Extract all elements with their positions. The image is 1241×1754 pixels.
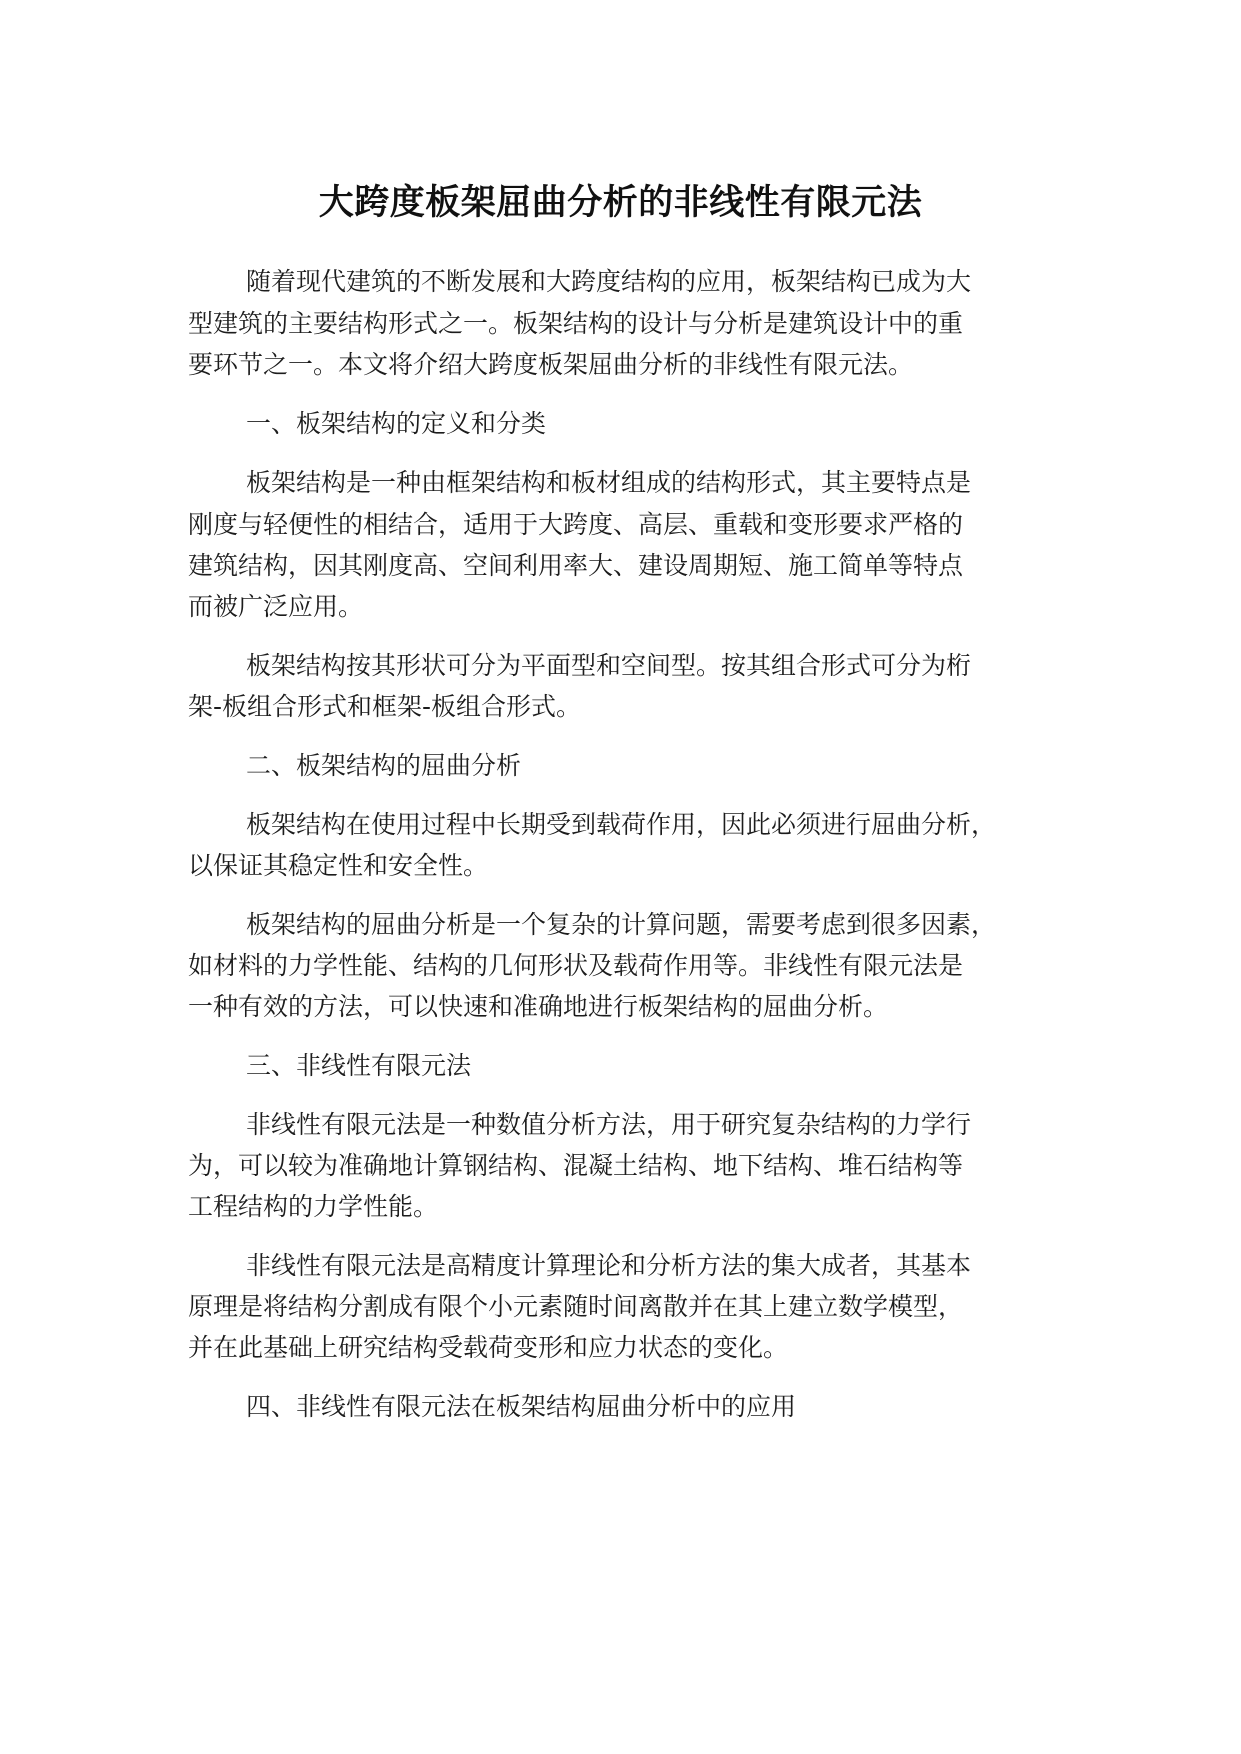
body-paragraph-line: 板架结构的屈曲分析是一个复杂的计算问题，需要考虑到很多因素， (246, 910, 997, 939)
body-paragraph-line: 而被广泛应用。 (188, 592, 364, 621)
intro-paragraph-line: 要环节之一。本文将介绍大跨度板架屈曲分析的非线性有限元法。 (188, 350, 914, 379)
document-title: 大跨度板架屈曲分析的非线性有限元法 (318, 183, 923, 223)
body-paragraph-line: 原理是将结构分割成有限个小元素随时间离散并在其上建立数学模型， (188, 1292, 964, 1321)
body-paragraph-line: 如材料的力学性能、结构的几何形状及载荷作用等。非线性有限元法是 (188, 951, 964, 980)
intro-paragraph-line: 随着现代建筑的不断发展和大跨度结构的应用，板架结构已成为大 (246, 267, 972, 296)
body-paragraph-line: 板架结构在使用过程中长期受到载荷作用，因此必须进行屈曲分析， (246, 810, 997, 839)
body-paragraph-line: 建筑结构，因其刚度高、空间利用率大、建设周期短、施工简单等特点 (188, 551, 964, 580)
section-heading-4: 四、非线性有限元法在板架结构屈曲分析中的应用 (246, 1392, 797, 1421)
body-paragraph-line: 非线性有限元法是高精度计算理论和分析方法的集大成者，其基本 (246, 1251, 972, 1280)
body-paragraph-line: 架-板组合形式和框架-板组合形式。 (188, 692, 582, 721)
section-heading-2: 二、板架结构的屈曲分析 (246, 751, 522, 780)
body-paragraph-line: 刚度与轻便性的相结合，适用于大跨度、高层、重载和变形要求严格的 (188, 510, 964, 539)
intro-paragraph-line: 型建筑的主要结构形式之一。板架结构的设计与分析是建筑设计中的重 (188, 309, 964, 338)
body-paragraph-line: 以保证其稳定性和安全性。 (188, 851, 489, 880)
body-paragraph-line: 板架结构是一种由框架结构和板材组成的结构形式，其主要特点是 (246, 468, 972, 497)
body-paragraph-line: 并在此基础上研究结构受载荷变形和应力状态的变化。 (188, 1333, 789, 1362)
section-heading-1: 一、板架结构的定义和分类 (246, 409, 547, 438)
body-paragraph-line: 一种有效的方法，可以快速和准确地进行板架结构的屈曲分析。 (188, 992, 889, 1021)
body-paragraph-line: 工程结构的力学性能。 (188, 1192, 439, 1221)
body-paragraph-line: 非线性有限元法是一种数值分析方法，用于研究复杂结构的力学行 (246, 1110, 972, 1139)
body-paragraph-line: 板架结构按其形状可分为平面型和空间型。按其组合形式可分为桁 (246, 651, 972, 680)
section-heading-3: 三、非线性有限元法 (246, 1051, 472, 1080)
body-paragraph-line: 为，可以较为准确地计算钢结构、混凝土结构、地下结构、堆石结构等 (188, 1151, 964, 1180)
